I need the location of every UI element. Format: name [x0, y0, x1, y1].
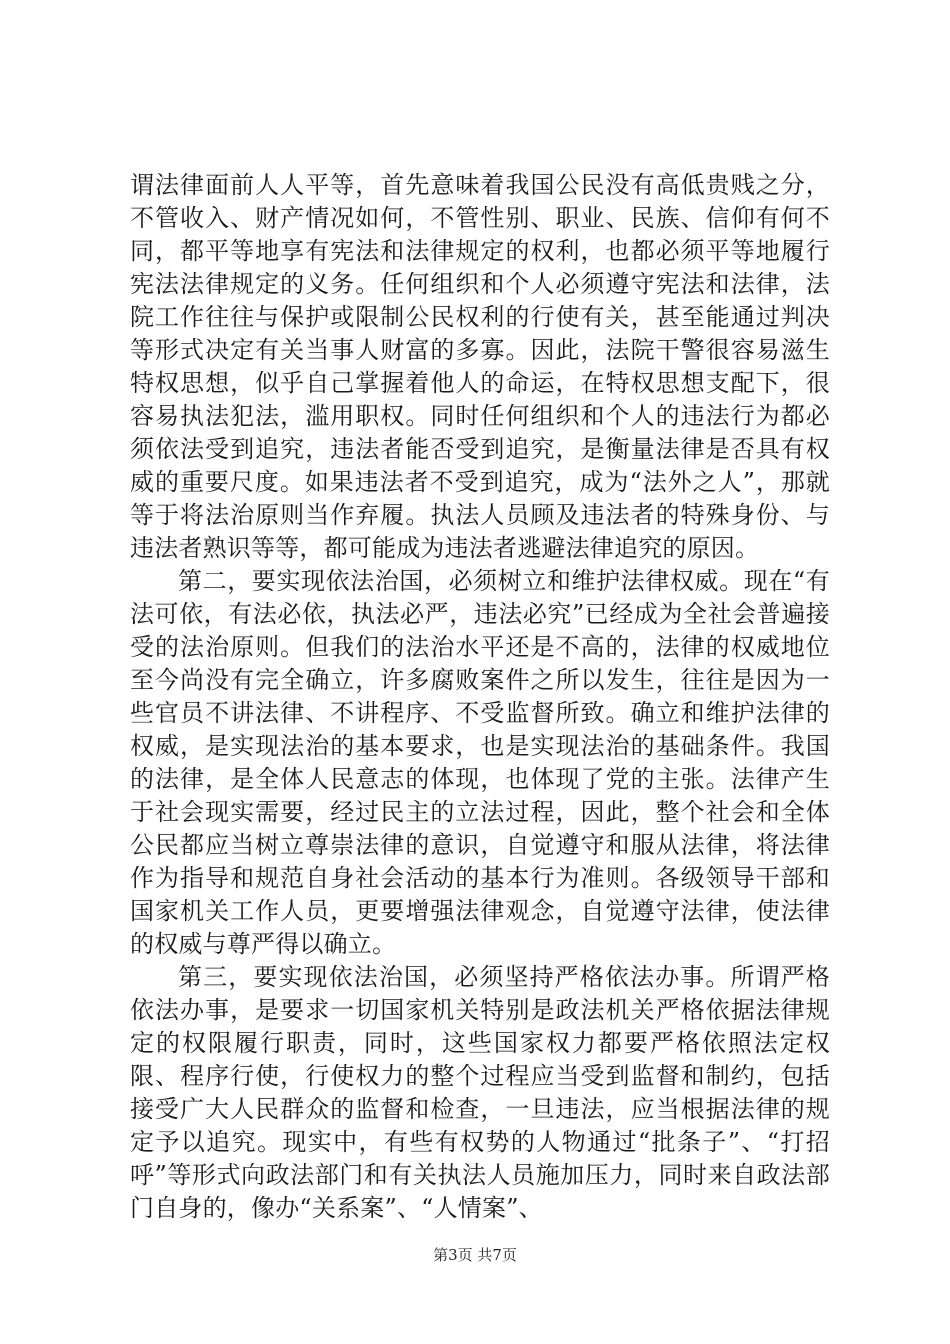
- paragraph-1: 谓法律面前人人平等，首先意味着我国公民没有高低贵贱之分，不管收入、财产情况如何，不管性别、职业、民族、信仰有何不同，都平等地享有宪法和法律规定的权利，也都必须平等地履行宪法法律规定的义务。任何组织和个人必须遵守宪法和法律，法院工作往往与保护或限制公民权利的行使有关，甚至能通过判决等形式决定有关当事人财富的多寡。因此，法院干警很容易滋生特权思想，似乎自己掌握着他人的命运，在特权思想支配下，很容易执法犯法，滥用职权。同时任何组织和个人的违法行为都必须依法受到追究，违法者能否受到追究，是衡量法律是否具有权威的重要尺度。如果违法者不受到追究，成为“法外之人”，那就等于将法治原则当作弃履。执法人员顾及违法者的特殊身份、与违法者熟识等等，都可能成为违法者逃避法律追究的原因。: [130, 171, 830, 562]
- paragraph-2: 第二，要实现依法治国，必须树立和维护法律权威。现在“有法可依，有法必依，执法必严，违法必究”已经成为全社会普遍接受的法治原则。但我们的法治水平还是不高的，法律的权威地位至今尚没有完全确立，许多腐败案件之所以发生，往往是因为一些官员不讲法律、不讲程序、不受监督所致。确立和维护法律的权威，是实现法治的基本要求，也是实现法治的基础条件。我国的法律，是全体人民意志的体现，也体现了党的主张。法律产生于社会现实需要，经过民主的立法过程，因此，整个社会和全体公民都应当树立尊崇法律的意识，自觉遵守和服从法律，将法律作为指导和规范自身社会活动的基本行为准则。各级领导干部和国家机关工作人员，更要增强法律观念，自觉遵守法律，使法律的权威与尊严得以确立。: [130, 567, 830, 958]
- document-body: [130, 169, 830, 1225]
- paragraph-3: 第三，要实现依法治国，必须坚持严格依法办事。所谓严格依法办事，是要求一切国家机关特别是政法机关严格依据法律规定的权限履行职责，同时，这些国家权力都要严格依照法定权限、程序行使，行使权力的整个过程应当受到监督和制约，包括接受广大人民群众的监督和检查，一旦违法，应当根据法律的规定予以追究。现实中，有些有权势的人物通过“批条子”、“打招呼”等形式向政法部门和有关执法人员施加压力，同时来自政法部门自身的，像办“关系案”、“人情案”、: [130, 963, 830, 1222]
- page-number-footer: 第3页 共7页: [433, 1246, 517, 1264]
